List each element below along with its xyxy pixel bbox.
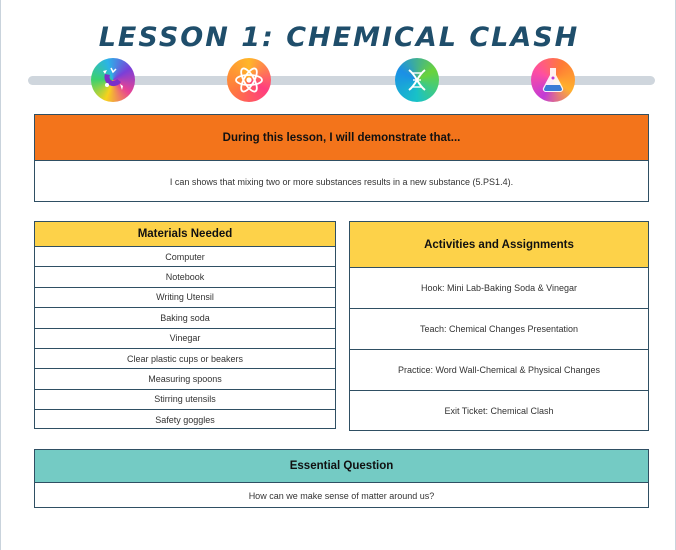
atom-icon <box>227 58 271 102</box>
materials-item: Baking soda <box>35 307 335 327</box>
demonstrate-statement: I can shows that mixing two or more substances results in a new substance (5.PS1.4). <box>35 160 648 202</box>
activity-item: Exit Ticket: Chemical Clash <box>350 390 648 431</box>
demonstrate-header: During this lesson, I will demonstrate that... <box>35 115 648 160</box>
activities-header: Activities and Assignments <box>350 222 648 267</box>
materials-item: Clear plastic cups or beakers <box>35 348 335 368</box>
flask-icon <box>531 58 575 102</box>
materials-item: Notebook <box>35 266 335 286</box>
essential-question-header: Essential Question <box>35 450 648 482</box>
page-title: LESSON 1: CHEMICAL CLASH <box>98 22 580 53</box>
magnet-icon <box>91 58 135 102</box>
essential-question-text: How can we make sense of matter around us? <box>35 482 648 508</box>
activity-item: Practice: Word Wall-Chemical & Physical Changes <box>350 349 648 390</box>
materials-item: Vinegar <box>35 328 335 348</box>
dna-icon <box>395 58 439 102</box>
materials-table <box>34 221 336 429</box>
materials-item: Writing Utensil <box>35 287 335 307</box>
essential-question-box <box>34 449 649 508</box>
activity-item: Hook: Mini Lab-Baking Soda & Vinegar <box>350 267 648 308</box>
materials-item: Computer <box>35 246 335 266</box>
materials-header: Materials Needed <box>35 222 335 246</box>
materials-item: Measuring spoons <box>35 368 335 388</box>
materials-item: Safety goggles <box>35 409 335 429</box>
demonstrate-box <box>34 114 649 202</box>
materials-item: Stirring utensils <box>35 389 335 409</box>
activities-table <box>349 221 649 431</box>
activity-item: Teach: Chemical Changes Presentation <box>350 308 648 349</box>
